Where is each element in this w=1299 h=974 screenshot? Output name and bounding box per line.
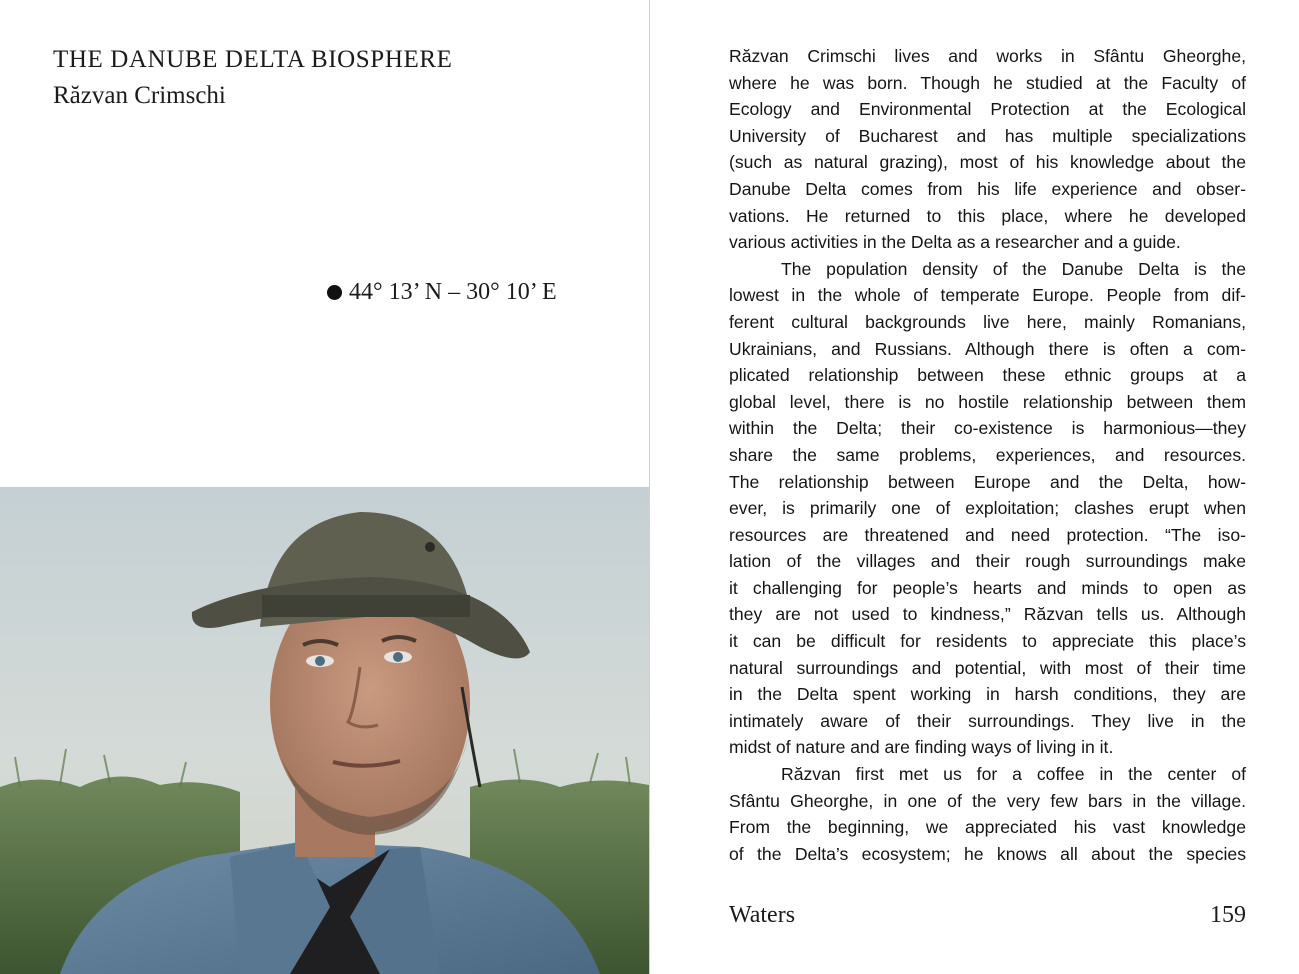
text-line: intimately aware of their surroundings. They live in the [729, 710, 1246, 731]
text-line: lowest in the whole of temperate Europe. People from dif- [729, 285, 1246, 306]
text-line: of the Delta’s ecosystem; he knows all about the species [729, 843, 1246, 864]
text-line: in the Delta spent working in harsh conditions, they are [729, 684, 1246, 705]
text-line: ever, is primarily one of exploitation; clashes erupt when [729, 498, 1246, 519]
bullet-dot-icon [327, 285, 342, 300]
text-line: ferent cultural backgrounds live here, mainly Romanians, [729, 311, 1246, 332]
text-line: where he was born. Though he studied at the Faculty of [729, 72, 1246, 93]
text-line: resources are threatened and need protection. “The iso- [729, 524, 1246, 545]
hat-band [262, 595, 470, 617]
text-line: natural surroundings and potential, with most of their time [729, 657, 1246, 678]
text-line: From the beginning, we appreciated his vast knowledge [729, 817, 1246, 838]
text-line: vations. He returned to this place, where he developed [729, 205, 1246, 226]
text-line: The relationship between Europe and the Delta, how- [729, 471, 1246, 492]
text-line: global level, there is no hostile relationship between them [729, 391, 1246, 412]
text-line: lation of the villages and their rough surroundings make [729, 551, 1246, 572]
text-line: The population density of the Danube Delta is the [781, 258, 1246, 279]
text-line: they are not used to kindness,” Răzvan tells us. Although [729, 604, 1246, 625]
text-line: midst of nature and are finding ways of living in it. [729, 737, 1114, 758]
text-line: Ecology and Environmental Protection at the Ecological [729, 99, 1246, 120]
text-line: various activities in the Delta as a researcher and a guide. [729, 232, 1181, 253]
text-line: within the Delta; their co-existence is harmonious—they [729, 418, 1246, 439]
text-line: (such as natural grazing), most of his knowledge about the [729, 152, 1246, 173]
portrait-photo [0, 487, 649, 974]
text-line: Ukrainians, and Russians. Although there is often a com- [729, 338, 1246, 359]
author-name: Răzvan Crimschi [53, 82, 226, 109]
coordinates [327, 279, 557, 306]
page-number: 159 [1210, 902, 1246, 928]
text-line: Danube Delta comes from his life experience and obser- [729, 178, 1246, 199]
text-line: Sfântu Gheorghe, in one of the very few bars in the village. [729, 790, 1246, 811]
text-line: University of Bucharest and has multiple specializations [729, 125, 1246, 146]
text-line: share the same problems, experiences, and resources. [729, 444, 1246, 465]
running-footer-section: Waters [729, 902, 796, 928]
chapter-title: THE DANUBE DELTA BIOSPHERE [53, 46, 453, 73]
text-line: Răzvan Crimschi lives and works in Sfântu Gheorghe, [729, 46, 1246, 66]
coordinates-text: 44° 13’ N – 30° 10’ E [349, 279, 557, 305]
body-text [729, 43, 1246, 867]
text-line: it challenging for people’s hearts and minds to open as [729, 577, 1246, 598]
text-line: Răzvan first met us for a coffee in the center of [781, 764, 1246, 785]
text-line: plicated relationship between these ethnic groups at a [729, 365, 1246, 386]
hat-vent-icon [425, 542, 435, 552]
text-line: it can be difficult for residents to appreciate this place’s [729, 631, 1246, 652]
